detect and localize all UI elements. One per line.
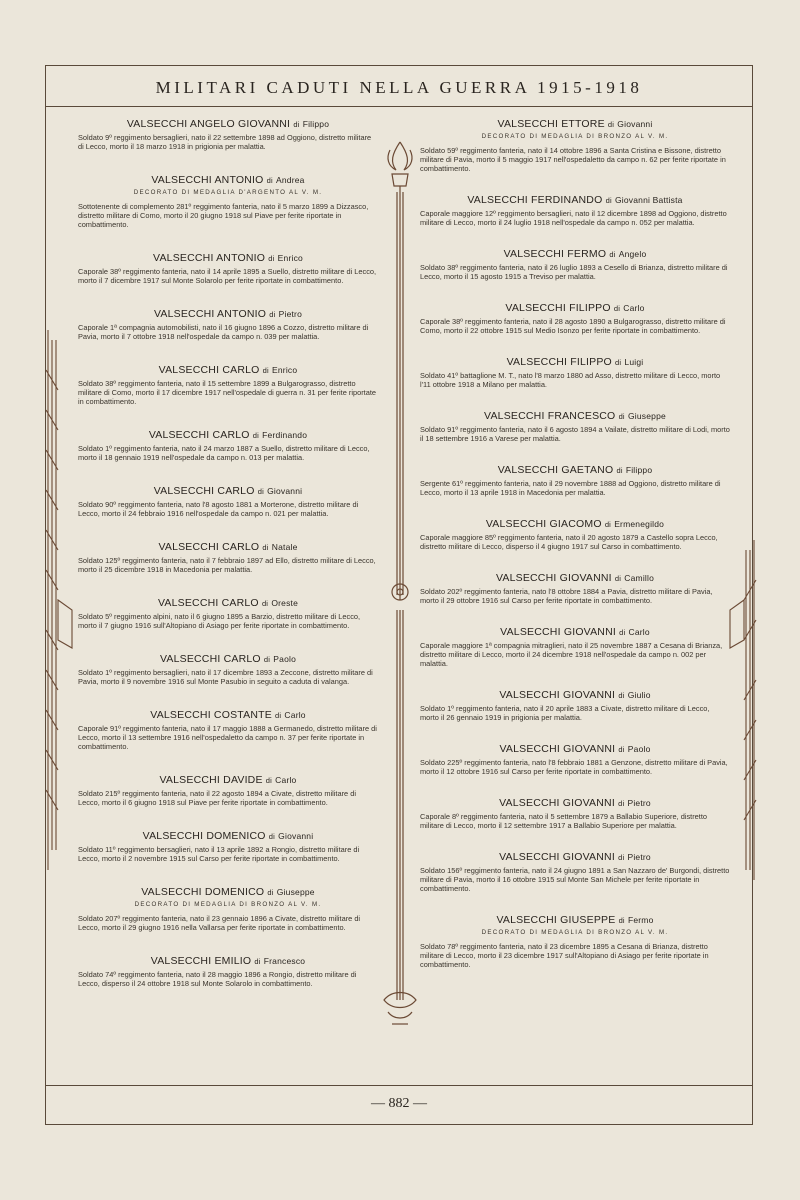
di-particle: di [618, 745, 625, 754]
father-name: Pietro [627, 852, 651, 862]
entry-3 [420, 302, 730, 335]
entry-name [420, 797, 730, 809]
surname: VALSECCHI CARLO [157, 597, 259, 609]
central-column-ornament [378, 140, 422, 1040]
surname: VALSECCHI GIOVANNI [495, 572, 612, 584]
father-name: Pietro [627, 798, 651, 808]
surname: VALSECCHI CARLO [158, 541, 260, 553]
entry-11 [420, 743, 730, 776]
entry-name [420, 356, 730, 368]
surname: VALSECCHI ANTONIO [153, 308, 267, 320]
di-particle: di [618, 412, 625, 421]
entry-name [78, 118, 378, 130]
entry-name [420, 572, 730, 584]
surname: VALSECCHI DOMENICO [141, 886, 265, 898]
surname: VALSECCHI FILIPPO [505, 302, 611, 314]
di-particle: di [266, 176, 273, 185]
entry-text: Soldato 78º reggimento fanteria, nato il 23 dicembre 1895 a Cesana di Brianza, distretto militare di Lecco, morto il 23 dicembre 1917 sull'Altopiano di Asiago per ferite riportate in combattimento. [420, 942, 709, 969]
surname: VALSECCHI DAVIDE [159, 774, 263, 786]
entry-text: Sergente 61º reggimento fanteria, nato il 29 novembre 1888 ad Oggiono, distretto militare di Lecco, morto il 13 aprile 1918 in Macedonia per malattia. [420, 479, 721, 497]
entry-text: Caporale maggiore 12º reggimento bersaglieri, nato il 12 dicembre 1898 ad Oggiono, distretto militare di Lecco, morto il 24 luglio 1918 nell'ospedale da campo n. 052 per malattia. [420, 209, 727, 227]
footer-rule [45, 1085, 753, 1086]
father-name: Paolo [627, 744, 651, 754]
entry-11 [78, 774, 378, 807]
father-name: Carlo [628, 627, 650, 637]
di-particle: di [618, 916, 625, 925]
di-particle: di [267, 888, 274, 897]
decoration-line: DECORATO DI MEDAGLIA DI BRONZO AL V. M. [481, 133, 669, 140]
decoration-line: DECORATO DI MEDAGLIA DI BRONZO AL V. M. [481, 929, 669, 936]
entry-text: Sottotenente di complemento 281º reggimento fanteria, nato il 5 marzo 1899 a Dizzasco, distretto militare di Como, morto il 20 giugno 1918 sul Piave per ferite riportate in combattimento. [78, 202, 369, 229]
di-particle: di [268, 832, 276, 841]
entry-text: Caporale 8º reggimento fanteria, nato il 5 settembre 1879 a Ballabio Superiore, distretto militare di Lecco, morto il 12 settembre 1917 a Ballabio Superiore per malattia. [420, 812, 707, 830]
entry-3 [78, 308, 378, 341]
entry-name [78, 174, 378, 186]
di-particle: di [257, 487, 264, 496]
entry-text: Caporale 1ª compagnia automobilisti, nato il 16 giugno 1896 a Cozzo, distretto militare di Pavia, morto il 7 ottobre 1918 nell'ospedale da campo n. 039 per malattia. [78, 323, 369, 341]
surname: VALSECCHI COSTANTE [150, 709, 272, 721]
father-name: Luigi [624, 357, 644, 367]
entry-text: Caporale maggiore 85º reggimento fanteria, nato il 20 agosto 1879 a Castello sopra Lecco, distretto militare di Lecco, disperso il 4 giugno 1917 sul Carso in combattimento. [420, 533, 718, 551]
entry-4 [78, 364, 378, 406]
di-particle: di [261, 599, 269, 608]
decoration-line: DECORATO DI MEDAGLIA DI BRONZO AL V. M. [134, 901, 322, 908]
di-particle: di [609, 250, 616, 259]
surname: VALSECCHI FERDINANDO [467, 194, 603, 206]
surname: VALSECCHI CARLO [158, 364, 260, 376]
di-particle: di [269, 310, 276, 319]
di-particle: di [618, 799, 625, 808]
di-particle: di [275, 711, 282, 720]
entry-text: Soldato 225º reggimento fanteria, nato l'8 febbraio 1881 a Genzone, distretto militare di Pavia, morto il 12 ottobre 1916 sul Carso per ferite riportate in combattimento. [420, 758, 728, 776]
entry-name [420, 914, 730, 926]
entry-text: Caporale maggiore 1ª compagnia mitraglieri, nato il 25 novembre 1887 a Cesana di Brianza, distretto militare di Lecco, morto il 24 dicembre 1918 nell'ospedale da campo n. 002 per malattia. [420, 641, 723, 668]
surname: VALSECCHI EMILIO [150, 955, 252, 967]
father-name: Carlo [284, 710, 306, 720]
entry-13 [420, 851, 730, 893]
di-particle: di [265, 776, 273, 785]
entry-text: Soldato 5º reggimento alpini, nato il 6 giugno 1895 a Barzio, distretto militare di Lecco, morto il 7 giugno 1916 sull'Altopiano di Asiago per ferite riportate in combattimento. [78, 612, 361, 630]
entry-6 [78, 485, 378, 518]
surname: VALSECCHI GIACOMO [485, 518, 602, 530]
surname: VALSECCHI ANTONIO [151, 174, 264, 186]
di-particle: di [618, 853, 625, 862]
father-name: Giovanni [617, 119, 653, 129]
entry-name [78, 429, 378, 441]
di-particle: di [293, 120, 300, 129]
di-particle: di [613, 304, 621, 313]
surname: VALSECCHI GAETANO [497, 464, 614, 476]
father-name: Ferdinando [262, 430, 308, 440]
entry-text: Soldato 41º battaglione M. T., nato l'8 marzo 1880 ad Asso, distretto militare di Lecco, morto l'11 ottobre 1918 a Milano per malattia. [420, 371, 721, 389]
entry-12 [78, 830, 378, 863]
entry-14 [420, 914, 730, 969]
entry-10 [78, 709, 378, 751]
entry-text: Soldato 156º reggimento fanteria, nato il 24 giugno 1891 a San Nazzaro de' Burgondi, distretto militare di Pavia, morto il 16 ottobre 1915 sul Monte San Michele per ferite riportate in combattimento. [420, 866, 730, 893]
entry-name [78, 485, 378, 497]
entry-name [78, 252, 378, 264]
di-particle: di [262, 366, 269, 375]
entry-8 [78, 597, 378, 630]
entry-text: Soldato 74º reggimento fanteria, nato il 28 maggio 1896 a Rongio, distretto militare di Lecco, disperso il 24 ottobre 1918 sul Monte Solarolo in combattimento. [78, 970, 357, 988]
surname: VALSECCHI CARLO [159, 653, 261, 665]
entry-name [420, 248, 730, 260]
right-fasces-ornament [726, 540, 766, 880]
surname: VALSECCHI FERMO [503, 248, 607, 260]
father-name: Carlo [275, 775, 297, 785]
entry-8 [420, 572, 730, 605]
entry-9 [420, 626, 730, 668]
di-particle: di [616, 466, 623, 475]
father-name: Filippo [625, 465, 653, 475]
left-column [78, 118, 378, 1011]
father-name: Giulio [627, 690, 651, 700]
father-name: Carlo [623, 303, 645, 313]
entry-0 [420, 118, 730, 173]
entry-12 [420, 797, 730, 830]
entry-text: Soldato 38º reggimento fanteria, nato il 26 luglio 1893 a Cesello di Brianza, distretto militare di Lecco, morto il 15 agosto 1915 a Treviso per malattia. [420, 263, 728, 281]
entry-name [420, 410, 730, 422]
entry-text: Caporale 38º reggimento fanteria, nato il 14 aprile 1895 a Suello, distretto militare di Lecco, morto il 7 dicembre 1917 sul Monte Solarolo per ferite riportate in combattimento. [78, 267, 377, 285]
surname: VALSECCHI FRANCESCO [484, 410, 616, 422]
father-name: Oreste [271, 598, 299, 608]
entry-text: Soldato 207º reggimento fanteria, nato il 23 gennaio 1896 a Civate, distretto militare di Lecco, morto il 29 giugno 1916 nella Vallarsa per ferite riportate in combattimento. [78, 914, 361, 932]
di-particle: di [268, 254, 275, 263]
entry-name [78, 308, 378, 320]
entry-name [78, 541, 378, 553]
entry-text: Caporale 91º reggimento fanteria, nato il 17 maggio 1888 a Germanedo, distretto militare di Lecco, morto il 13 settembre 1916 nell'ospedaletto da campo n. 37 per ferite riportate in combattimento. [78, 724, 377, 751]
entry-name [420, 302, 730, 314]
father-name: Andrea [276, 175, 305, 185]
surname: VALSECCHI GIOVANNI [499, 743, 616, 755]
di-particle: di [263, 655, 271, 664]
entry-13 [78, 886, 378, 932]
entry-name [78, 597, 378, 609]
di-particle: di [618, 691, 625, 700]
father-name: Natale [271, 542, 298, 552]
surname: VALSECCHI GIOVANNI [499, 797, 615, 809]
father-name: Giovanni Battista [614, 195, 683, 205]
surname: VALSECCHI CARLO [148, 429, 250, 441]
entry-text: Soldato 9º reggimento bersaglieri, nato il 22 settembre 1898 ad Oggiono, distretto militare di Lecco, morto il 18 marzo 1918 in prigionia per malattia. [78, 133, 372, 151]
entry-name [420, 743, 730, 755]
entry-name [78, 830, 378, 842]
entry-text: Soldato 1º reggimento bersaglieri, nato il 17 dicembre 1893 a Zeccone, distretto militare di Pavia, morto il 9 novembre 1916 sul Monte Pasubio in seguito a caduta di valanga. [78, 668, 373, 686]
father-name: Giuseppe [627, 411, 666, 421]
entry-text: Soldato 1º reggimento fanteria, nato il 24 marzo 1887 a Suello, distretto militare di Lecco, morto il 18 gennaio 1919 nell'ospedale da campo n. 013 per malattia. [78, 444, 370, 462]
entry-9 [78, 653, 378, 686]
father-name: Giovanni [278, 831, 314, 841]
entry-name [420, 626, 730, 638]
decoration-line: DECORATO DI MEDAGLIA D'ARGENTO AL V. M. [133, 189, 323, 196]
entry-6 [420, 464, 730, 497]
entry-4 [420, 356, 730, 389]
father-name: Giuseppe [276, 887, 315, 897]
surname: VALSECCHI ANGELO GIOVANNI [126, 118, 291, 130]
entry-text: Soldato 59º reggimento fanteria, nato il 14 ottobre 1896 a Santa Cristina e Bissone, distretto militare di Pavia, morto il 5 maggio 1917 nell'ospedaletto da campo n. 62 per ferite riportate in combattimento. [420, 146, 726, 173]
page-number: — 882 — [371, 1096, 427, 1111]
entry-0 [78, 118, 378, 151]
entry-text: Soldato 38º reggimento fanteria, nato il 15 settembre 1899 a Bulgarograsso, distretto militare di Como, morto il 17 dicembre 1917 nell'ospedale di guerra n. 31 per ferite riportate in combattimento. [78, 379, 377, 406]
entry-name [420, 194, 730, 206]
entry-name [78, 653, 378, 665]
surname: VALSECCHI GIUSEPPE [496, 914, 616, 926]
entry-text: Soldato 125º reggimento fanteria, nato il 7 febbraio 1897 ad Ello, distretto militare di Lecco, morto il 25 dicembre 1918 in Macedonia per malattia. [78, 556, 376, 574]
di-particle: di [607, 120, 615, 129]
di-particle: di [254, 957, 261, 966]
entry-text: Soldato 202º reggimento fanteria, nato l'8 ottobre 1884 a Pavia, distretto militare di Pavia, morto il 29 ottobre 1916 sul Carso per ferite riportate in combattimento. [420, 587, 713, 605]
father-name: Filippo [302, 119, 330, 129]
entry-text: Soldato 1º reggimento fanteria, nato il 20 aprile 1883 a Civate, distretto militare di Lecco, morto il 26 gennaio 1919 in prigionia per malattia. [420, 704, 710, 722]
di-particle: di [252, 431, 260, 440]
entry-7 [78, 541, 378, 574]
right-column [420, 118, 730, 990]
father-name: Camillo [624, 573, 655, 583]
surname: VALSECCHI DOMENICO [142, 830, 266, 842]
di-particle: di [619, 628, 626, 637]
entry-name [420, 689, 730, 701]
entry-name [420, 518, 730, 530]
header-rule [45, 106, 753, 107]
father-name: Francesco [263, 956, 306, 966]
surname: VALSECCHI ANTONIO [153, 252, 266, 264]
entry-name [78, 955, 378, 967]
entry-text: Soldato 91º reggimento fanteria, nato il 6 agosto 1894 a Vailate, distretto militare di Lodi, morto il 18 settembre 1916 a Varese per malattia. [420, 425, 730, 443]
entry-7 [420, 518, 730, 551]
di-particle: di [615, 358, 622, 367]
entry-text: Caporale 38º reggimento fanteria, nato il 28 agosto 1890 a Bulgarograsso, distretto militare di Como, morto il 22 ottobre 1915 sul Medio Isonzo per ferite riportate in combattimento. [420, 317, 726, 335]
surname: VALSECCHI GIOVANNI [499, 689, 616, 701]
entry-name [78, 774, 378, 786]
entry-name [420, 851, 730, 863]
father-name: Giovanni [267, 486, 303, 496]
entry-1 [78, 174, 378, 229]
surname: VALSECCHI GIOVANNI [500, 626, 616, 638]
left-fasces-ornament [36, 330, 76, 870]
entry-name [78, 709, 378, 721]
surname: VALSECCHI FILIPPO [506, 356, 612, 368]
entry-name [78, 364, 378, 376]
surname: VALSECCHI CARLO [153, 485, 255, 497]
surname: VALSECCHI ETTORE [497, 118, 605, 130]
surname: VALSECCHI GIOVANNI [499, 851, 615, 863]
di-particle: di [262, 543, 269, 552]
di-particle: di [604, 520, 612, 529]
entry-text: Soldato 11º reggimento bersaglieri, nato il 13 aprile 1892 a Rongio, distretto militare di Lecco, morto il 2 novembre 1915 sul Carso per ferite riportate in combattimento. [78, 845, 360, 863]
entry-name [78, 886, 378, 898]
father-name: Enrico [277, 253, 303, 263]
page-title: MILITARI CADUTI NELLA GUERRA 1915-1918 [155, 78, 643, 97]
entry-1 [420, 194, 730, 227]
entry-name [420, 464, 730, 476]
entry-text: Soldato 90º reggimento fanteria, nato l'8 agosto 1881 a Morterone, distretto militare di Lecco, morto il 24 febbraio 1916 nell'ospedale da campo n. 021 per malattia. [78, 500, 359, 518]
entry-5 [78, 429, 378, 462]
entry-2 [78, 252, 378, 285]
father-name: Angelo [618, 249, 647, 259]
father-name: Paolo [273, 654, 297, 664]
father-name: Fermo [627, 915, 654, 925]
di-particle: di [605, 196, 612, 205]
entry-name [420, 118, 730, 130]
entry-text: Soldato 215º reggimento fanteria, nato il 22 agosto 1894 a Civate, distretto militare di Lecco, morto il 6 giugno 1918 sul Piave per ferite riportate in combattimento. [78, 789, 356, 807]
entry-2 [420, 248, 730, 281]
entry-10 [420, 689, 730, 722]
father-name: Enrico [272, 365, 298, 375]
father-name: Ermenegildo [614, 519, 665, 529]
entry-14 [78, 955, 378, 988]
di-particle: di [614, 574, 622, 583]
father-name: Pietro [278, 309, 303, 319]
entry-5 [420, 410, 730, 443]
